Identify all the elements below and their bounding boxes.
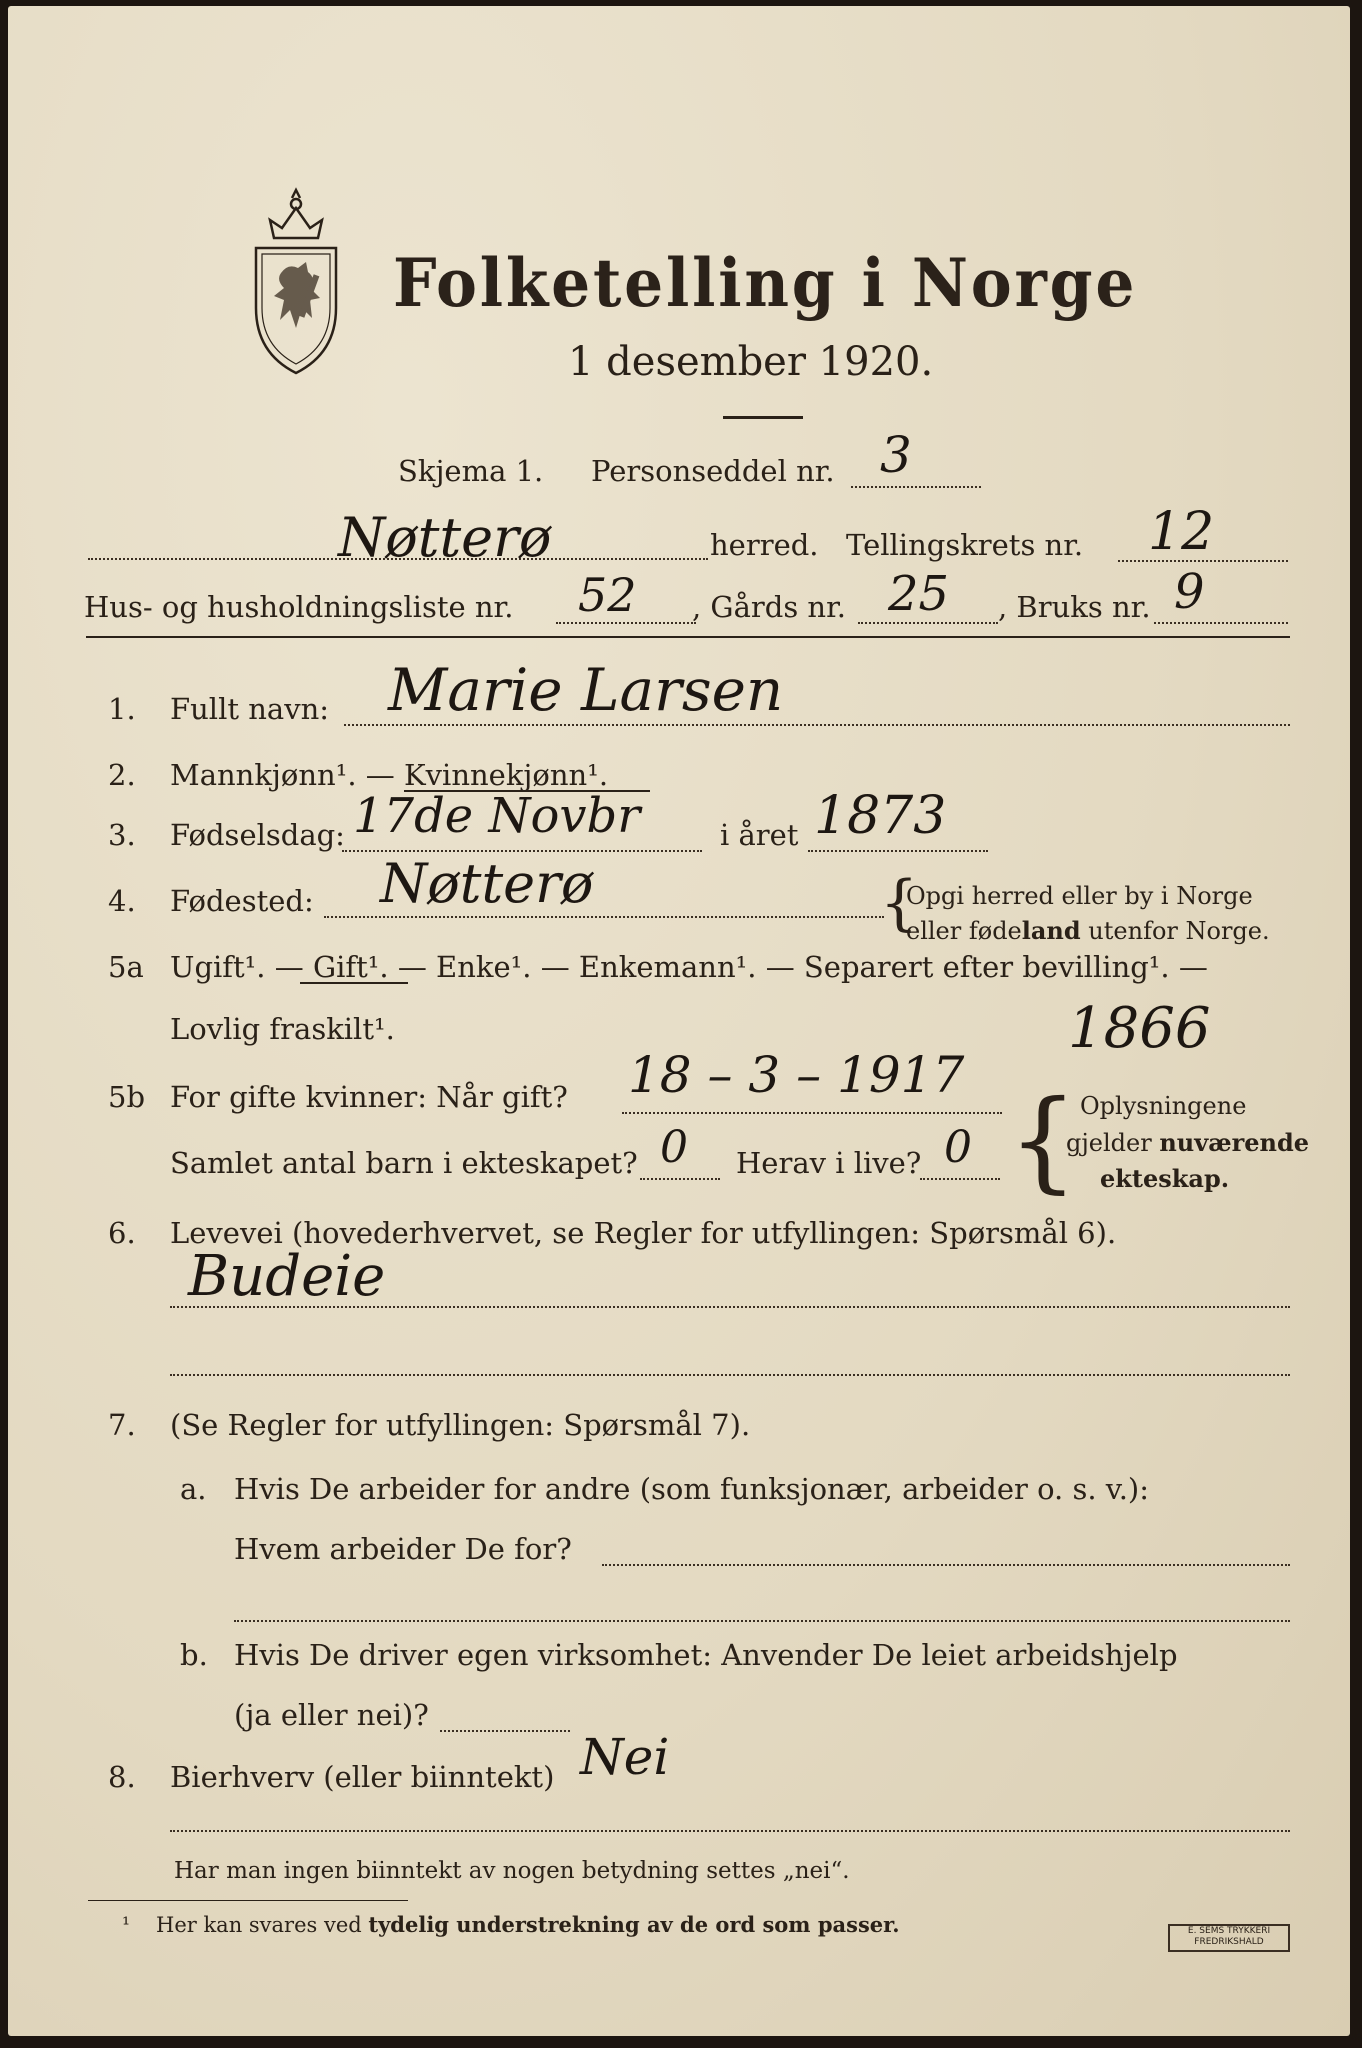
tellingskrets-label: Tellingskrets nr. — [846, 528, 1084, 562]
q5b-field[interactable] — [622, 1112, 1002, 1114]
q4-label: Fødested: — [170, 884, 314, 918]
q7-label: (Se Regler for utfyllingen: Spørsmål 7). — [170, 1408, 751, 1442]
personseddel-label: Personseddel nr. — [591, 454, 835, 488]
title-divider — [723, 416, 803, 419]
form-title: Folketelling i Norge — [393, 244, 1138, 322]
q1-value: Marie Larsen — [388, 656, 784, 724]
herred-label: herred. — [710, 528, 819, 562]
q5b-note-line-3: ekteskap. — [1100, 1164, 1230, 1193]
q3-label: Fødselsdag: — [170, 818, 345, 852]
q8-value: Nei — [580, 1728, 670, 1786]
norway-coat-of-arms-icon — [236, 178, 356, 378]
q5b-note-line-2: gjelder nuværende — [1066, 1128, 1310, 1157]
hus-value: 52 — [578, 568, 637, 622]
q1-number: 1. — [108, 692, 136, 726]
q5b-note-brace: { — [1008, 1076, 1078, 1204]
q7b-field[interactable] — [440, 1730, 570, 1732]
show-through-text — [868, 134, 875, 159]
q2-number: 2. — [108, 758, 136, 792]
q5b-value: 18 – 3 – 1917 — [628, 1046, 965, 1104]
census-form-sheet — [8, 6, 1350, 2036]
q4-number: 4. — [108, 884, 136, 918]
bruks-label: , Bruks nr. — [998, 590, 1151, 624]
hus-field[interactable] — [556, 622, 696, 624]
gards-label: , Gårds nr. — [692, 590, 846, 624]
personseddel-field[interactable] — [851, 486, 981, 488]
q3-year-value: 1873 — [814, 786, 947, 846]
tellingskrets-value: 12 — [1148, 502, 1215, 562]
q2-label: Mannkjønn¹. — Kvinnekjønn¹. — [170, 758, 609, 792]
q3-number: 3. — [108, 818, 136, 852]
q5b-note-line-1: Oplysningene — [1080, 1092, 1247, 1120]
q7b-label-line-2: (ja eller nei)? — [234, 1698, 429, 1732]
gards-value: 25 — [888, 566, 950, 622]
q7a-letter: a. — [180, 1472, 207, 1506]
q5b-alive-field[interactable] — [920, 1178, 1000, 1180]
footnote-text: Her kan svares ved tydelig understrekning av de ord som passer. — [156, 1912, 900, 1937]
q5a-label-line-2: Lovlig fraskilt¹. — [170, 1012, 395, 1046]
q7b-label: Hvis De driver egen virksomhet: Anvender De leiet arbeidshjelp — [234, 1638, 1178, 1672]
q5b-children-label: Samlet antal barn i ekteskapet? — [170, 1146, 638, 1180]
q8-field-line-2[interactable] — [170, 1830, 1290, 1832]
q5b-alive-label: Herav i live? — [736, 1146, 922, 1180]
q5b-children-value: 0 — [660, 1122, 688, 1173]
q5b-label: For gifte kvinner: Når gift? — [170, 1080, 568, 1114]
schema-label: Skjema 1. — [398, 454, 544, 488]
q5b-alive-value: 0 — [944, 1122, 972, 1173]
q7a-field[interactable] — [602, 1564, 1290, 1566]
q4-note-line-1: Opgi herred eller by i Norge — [906, 882, 1253, 910]
header-divider — [86, 636, 1290, 638]
footnote-divider — [88, 1900, 408, 1901]
gards-field[interactable] — [858, 622, 998, 624]
q5b-number: 5b — [108, 1080, 146, 1114]
q1-field[interactable] — [344, 724, 1290, 726]
q1-label: Fullt navn: — [170, 692, 330, 726]
q6-number: 6. — [108, 1216, 136, 1250]
q5a-gift-underline — [300, 982, 408, 984]
q3-value: 17de Novbr — [353, 788, 641, 844]
q4-note-line-2: eller fødeland utenfor Norge. — [906, 916, 1270, 945]
herred-value: Nøtterø — [338, 506, 552, 569]
q7a-field-line-2[interactable] — [234, 1620, 1290, 1622]
q7-number: 7. — [108, 1408, 136, 1442]
q6-field-line-2[interactable] — [170, 1374, 1290, 1376]
q5b-children-field[interactable] — [640, 1178, 720, 1180]
q5a-margin-value: 1866 — [1068, 996, 1211, 1061]
q7a-label-line-2: Hvem arbeider De for? — [234, 1532, 572, 1566]
q5a-number: 5a — [108, 950, 144, 984]
q6-value: Budeie — [188, 1244, 386, 1309]
q6-label: Levevei (hovederhvervet, se Regler for utfyllingen: Spørsmål 6). — [170, 1216, 1117, 1250]
bruks-field[interactable] — [1154, 622, 1288, 624]
form-date: 1 desember 1920. — [568, 339, 934, 385]
q4-field[interactable] — [324, 916, 884, 918]
q8-label: Bierhverv (eller biinntekt) — [170, 1760, 555, 1794]
footnote-marker: ¹ — [122, 1912, 131, 1936]
hus-label: Hus- og husholdningsliste nr. — [84, 590, 514, 624]
q8-note: Har man ingen biinntekt av nogen betydning settes „nei“. — [174, 1858, 850, 1884]
personseddel-value: 3 — [880, 426, 912, 484]
q4-value: Nøtterø — [380, 852, 594, 915]
q4-note-brace: { — [880, 868, 919, 938]
q3-year-label: i året — [720, 818, 799, 852]
q3-year-field[interactable] — [808, 850, 988, 852]
q7b-letter: b. — [180, 1638, 208, 1672]
q8-number: 8. — [108, 1760, 136, 1794]
printer-stamp: E. SEMS TRYKKERI FREDRIKSHALD — [1168, 1924, 1290, 1952]
bruks-value: 9 — [1174, 564, 1205, 620]
q5a-label: Ugift¹. — Gift¹. — Enke¹. — Enkemann¹. — Separert efter bevilling¹. — — [170, 950, 1208, 984]
q7a-label: Hvis De arbeider for andre (som funksjonær, arbeider o. s. v.): — [234, 1472, 1150, 1506]
